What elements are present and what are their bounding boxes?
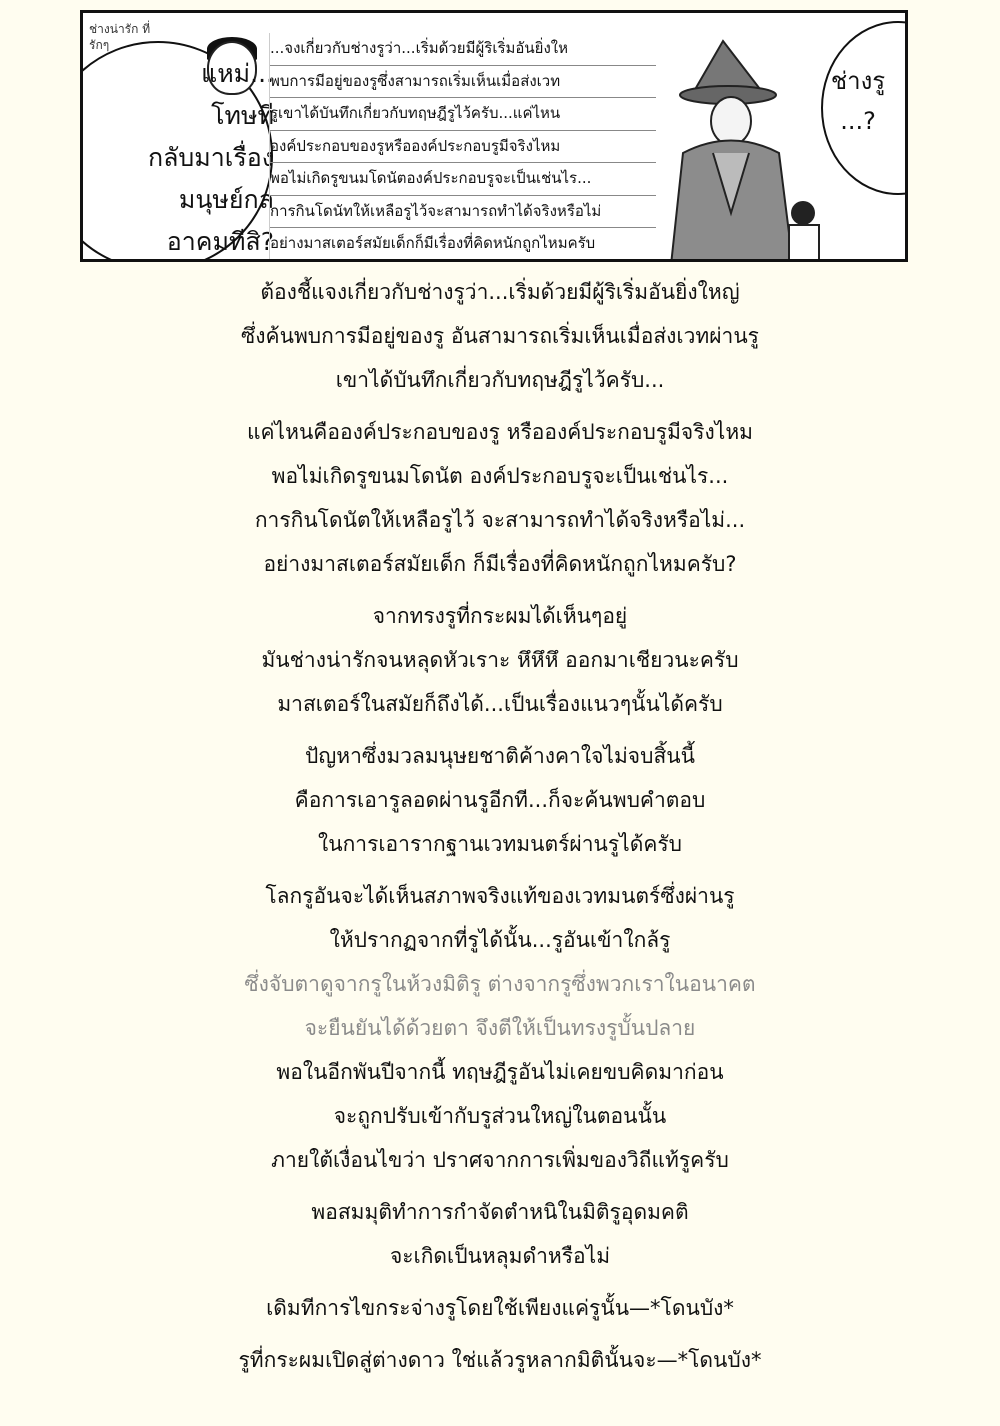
- prose-paragraph: [20, 1286, 980, 1330]
- prose-line: จะเกิดเป็นหลุมดำหรือไม่: [389, 1244, 611, 1268]
- left-line: กลับมาเรื่อง: [147, 143, 274, 172]
- prose-line: ซึ่งค้นพบการมีอยู่ของรู อันสามารถเริ่มเห็นเมื่อส่งเวทผ่านรู: [241, 324, 759, 348]
- prose-paragraph: [20, 734, 980, 866]
- prose-line: การกินโดนัตให้เหลือรูไว้ จะสามารถทำได้จริงหรือไม่...: [254, 508, 746, 532]
- prose-paragraph: [20, 410, 980, 586]
- prose-line: มาสเตอร์ในสมัยก็ถึงได้...เป็นเรื่องแนวๆนั้นได้ครับ: [277, 692, 723, 716]
- right-line: ...?: [840, 107, 876, 135]
- left-line: อาคมทีสิ?: [166, 227, 274, 256]
- left-bubble-text: [89, 53, 274, 262]
- prose-line: จะถูกปรับเข้ากับรูส่วนใหญ่ในตอนนั้น: [333, 1104, 667, 1128]
- right-line: ช่างรู: [830, 67, 886, 95]
- prose-paragraph: [20, 1338, 980, 1382]
- right-bubble-text: [823, 61, 893, 141]
- prose-paragraph: [20, 1190, 980, 1278]
- prose-line: พอไม่เกิดรูขนมโดนัต องค์ประกอบรูจะเป็นเช่นไร...: [271, 464, 729, 488]
- middle-line: องค์ประกอบของรูหรือองค์ประกอบรูมีจริงไหม: [270, 131, 656, 164]
- prose-paragraph: [20, 874, 980, 962]
- prose-paragraph: [20, 270, 980, 402]
- prose-line: ต้องชี้แจงเกี่ยวกับช่างรูว่า...เริ่มด้วยมีผู้ริเริ่มอันยิ่งใหญ่: [260, 280, 740, 304]
- prose-line: ภายใต้เงื่อนไขว่า ปราศจากการเพิ่มของวิถีแท้รูครับ: [271, 1148, 729, 1172]
- middle-line: พอไม่เกิดรูขนมโดนัตองค์ประกอบรูจะเป็นเช่นไร...: [270, 163, 656, 196]
- prose-line: พอสมมุติทำการกำจัดตำหนิในมิติรูอุดมคติ: [311, 1200, 689, 1224]
- middle-line: การกินโดนัทให้เหลือรูไว้จะสามารถทำได้จริงหรือไม่: [270, 196, 656, 229]
- translation-prose: [20, 270, 980, 1390]
- prose-line: แค่ไหนคือองค์ประกอบของรู หรือองค์ประกอบรูมีจริงไหม: [246, 420, 754, 444]
- prose-line: ให้ปรากฏจากที่รูได้นั้น...รูอันเข้าใกล้รู: [329, 928, 671, 952]
- left-line: แหม่...: [201, 59, 274, 88]
- tiny-note: ช่างน่ารัก ที่รักๆ: [89, 22, 151, 52]
- middle-line: อย่างมาสเตอร์สมัยเด็กก็มีเรื่องที่คิดหนักถูกไหมครับ: [270, 228, 656, 261]
- middle-line: พบการมีอยู่ของรูซึ่งสามารถเริ่มเห็นเมื่อส่งเวท: [270, 66, 656, 99]
- prose-line: ในการเอารากฐานเวทมนตร์ผ่านรูได้ครับ: [317, 832, 682, 856]
- prose-line: คือการเอารูลอดผ่านรูอีกที...ก็จะค้นพบคำตอบ: [294, 788, 706, 812]
- prose-line: เขาได้บันทึกเกี่ยวกับทฤษฎีรูไว้ครับ...: [335, 368, 665, 392]
- middle-line: รูเขาได้บันทึกเกี่ยวกับทฤษฎีรูไว้ครับ...แค่ไหน: [270, 98, 656, 131]
- prose-line: จะยืนยันได้ด้วยตา จึงตีให้เป็นทรงรูบั้นปลาย: [304, 1016, 696, 1040]
- prose-line: โลกรูอันจะได้เห็นสภาพจริงแท้ของเวทมนตร์ซึ่งผ่านรู: [265, 884, 735, 908]
- left-line: โทษที: [211, 101, 274, 130]
- left-line: มนุษย์กล: [178, 185, 274, 214]
- prose-line: รูที่กระผมเปิดสู่ต่างดาว ใช่แล้วรูหลากมิตินั้นจะ—*โดนบัง*: [238, 1348, 762, 1372]
- prose-line: จากทรงรูที่กระผมได้เห็นๆอยู่: [372, 604, 628, 628]
- prose-line: เดิมทีการไขกระจ่างรูโดยใช้เพียงแค่รูนั้น—*โดนบัง*: [266, 1296, 734, 1320]
- wizard-illustration: [653, 33, 833, 262]
- prose-paragraph: [20, 962, 980, 1050]
- middle-text-block: [269, 33, 656, 261]
- manga-panel: [80, 10, 908, 262]
- prose-line: ปัญหาซึ่งมวลมนุษยชาติค้างคาใจไม่จบสิ้นนี้: [305, 744, 695, 768]
- prose-line: มันช่างน่ารักจนหลุดหัวเราะ หึหึหึ ออกมาเชียวนะครับ: [261, 648, 739, 672]
- middle-line: ...จงเกี่ยวกับช่างรูว่า...เริ่มด้วยมีผู้ริเริ่มอันยิ่งให: [270, 33, 656, 66]
- prose-paragraph: [20, 1050, 980, 1182]
- prose-line: ซึ่งจับตาดูจากรูในห้วงมิติรู ต่างจากรูซึ่งพวกเราในอนาคต: [244, 972, 756, 996]
- prose-line: พอในอีกพันปีจากนี้ ทฤษฎีรูอันไม่เคยขบคิดมาก่อน: [276, 1060, 724, 1084]
- prose-line: อย่างมาสเตอร์สมัยเด็ก ก็มีเรื่องที่คิดหนักถูกไหมครับ?: [263, 552, 737, 576]
- prose-paragraph: [20, 594, 980, 726]
